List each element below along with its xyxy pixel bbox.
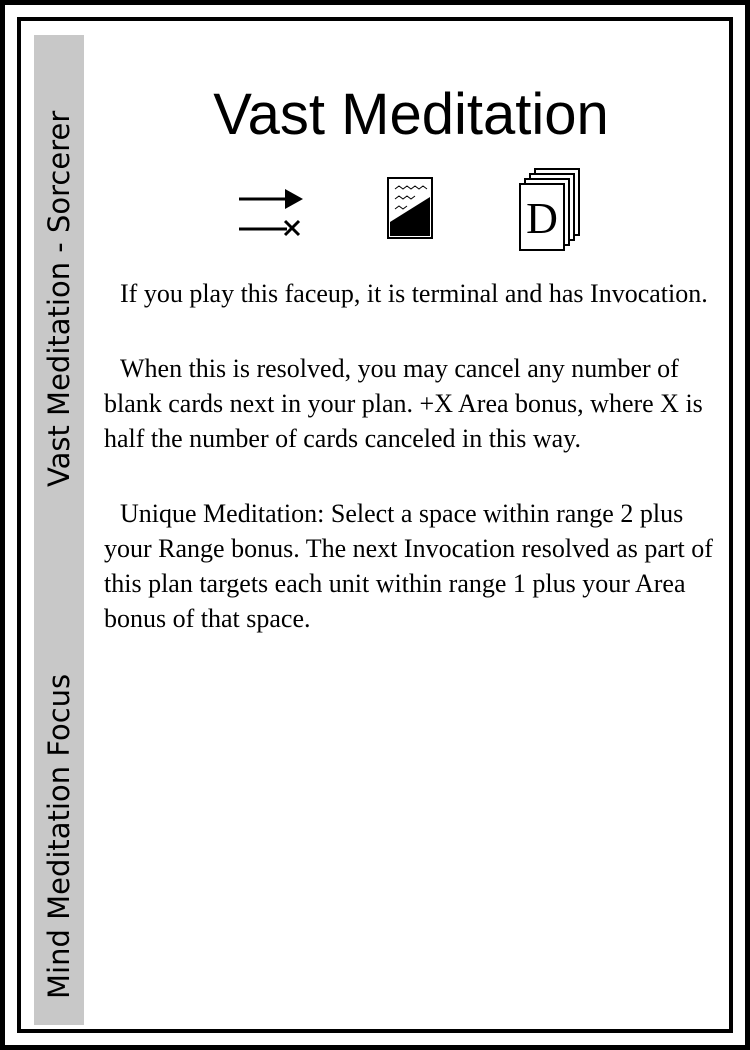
blank-card-icon: [387, 177, 435, 243]
card-sidebar: [34, 35, 84, 1025]
card-face: [21, 21, 729, 1029]
deck-icon: [517, 167, 583, 251]
paragraph-faceup: If you play this faceup, it is terminal and has Invocation.: [120, 279, 708, 308]
arrows-icon: [235, 173, 305, 243]
card-outer-border: [5, 5, 745, 1045]
card-body: [104, 276, 714, 676]
side-label-bottom: Mind Meditation Focus: [42, 673, 76, 999]
paragraph-resolved: When this is resolved, you may cancel any number of blank cards next in your plan. +X Area bonus, where X is half the number of cards canceled in this way.: [104, 354, 703, 453]
card-title: Vast Meditation: [213, 82, 609, 147]
side-label-top: Vast Meditation - Sorcerer: [42, 110, 76, 487]
deck-icon-letter: D: [526, 194, 558, 243]
card-inner-border: [17, 17, 733, 1033]
paragraph-unique-meditation: Unique Meditation: Select a space within range 2 plus your Range bonus. The next Invocation resolved as part of this plan targets each unit within range 1 plus your Area bonus of that space.: [104, 499, 713, 633]
